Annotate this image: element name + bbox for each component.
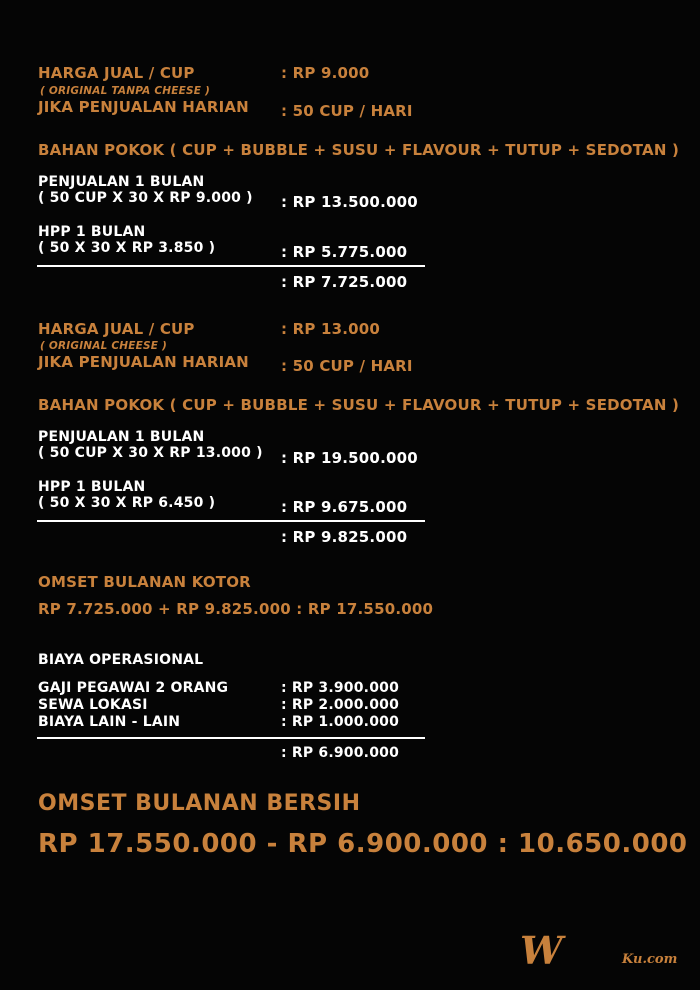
- net-formula: RP 17.550.000 - RP 6.900.000 : 10.650.000: [38, 829, 688, 859]
- plan1-price-value: : RP 9.000: [281, 64, 370, 82]
- plan2-hpp-label: HPP 1 BULAN: [38, 479, 146, 495]
- plan1-hpp-formula: ( 50 X 30 X RP 3.850 ): [38, 240, 216, 256]
- brand-logo-mark: W: [520, 928, 563, 973]
- plan2-divider: [37, 520, 425, 522]
- opex-item-label: GAJI PEGAWAI 2 ORANG: [38, 680, 229, 696]
- gross-formula: RP 7.725.000 + RP 9.825.000 : RP 17.550.000: [38, 600, 434, 618]
- plan2-hpp-formula: ( 50 X 30 X RP 6.450 ): [38, 495, 216, 511]
- plan2-daily-label: JIKA PENJUALAN HARIAN: [38, 353, 249, 371]
- plan1-sales-value: : RP 13.500.000: [281, 193, 418, 211]
- plan1-sales-label: PENJUALAN 1 BULAN: [38, 174, 205, 190]
- plan1-net-value: : RP 7.725.000: [281, 273, 408, 291]
- plan2-price-value: : RP 13.000: [281, 320, 381, 338]
- plan2-sales-formula: ( 50 CUP X 30 X RP 13.000 ): [38, 445, 263, 461]
- opex-item-label: SEWA LOKASI: [38, 697, 148, 713]
- opex-item-label: BIAYA LAIN - LAIN: [38, 714, 181, 730]
- opex-divider: [37, 737, 425, 739]
- plan1-daily-value: : 50 CUP / HARI: [281, 102, 413, 120]
- net-title: OMSET BULANAN BERSIH: [38, 791, 361, 816]
- plan2-sales-label: PENJUALAN 1 BULAN: [38, 429, 205, 445]
- plan2-variant: ( ORIGINAL CHEESE ): [40, 340, 167, 352]
- opex-title: BIAYA OPERASIONAL: [38, 652, 204, 668]
- plan1-variant: ( ORIGINAL TANPA CHEESE ): [40, 85, 210, 97]
- plan1-daily-label: JIKA PENJUALAN HARIAN: [38, 98, 249, 116]
- gross-title: OMSET BULANAN KOTOR: [38, 573, 251, 591]
- opex-item-value: : RP 1.000.000: [281, 714, 400, 730]
- plan1-hpp-value: : RP 5.775.000: [281, 243, 408, 261]
- plan1-ingredients: BAHAN POKOK ( CUP + BUBBLE + SUSU + FLAVOUR + TUTUP + SEDOTAN ): [38, 141, 680, 159]
- brand-logo-suffix: Ku.com: [622, 952, 678, 967]
- plan2-net-value: : RP 9.825.000: [281, 528, 408, 546]
- plan2-daily-value: : 50 CUP / HARI: [281, 357, 413, 375]
- plan2-price-label: HARGA JUAL / CUP: [38, 320, 195, 338]
- plan2-sales-value: : RP 19.500.000: [281, 449, 418, 467]
- plan1-divider: [37, 265, 425, 267]
- opex-item-value: : RP 2.000.000: [281, 697, 400, 713]
- plan2-hpp-value: : RP 9.675.000: [281, 498, 408, 516]
- opex-total: : RP 6.900.000: [281, 745, 400, 761]
- plan2-ingredients: BAHAN POKOK ( CUP + BUBBLE + SUSU + FLAVOUR + TUTUP + SEDOTAN ): [38, 396, 680, 414]
- plan1-sales-formula: ( 50 CUP X 30 X RP 9.000 ): [38, 190, 253, 206]
- plan1-price-label: HARGA JUAL / CUP: [38, 64, 195, 82]
- opex-item-value: : RP 3.900.000: [281, 680, 400, 696]
- plan1-hpp-label: HPP 1 BULAN: [38, 224, 146, 240]
